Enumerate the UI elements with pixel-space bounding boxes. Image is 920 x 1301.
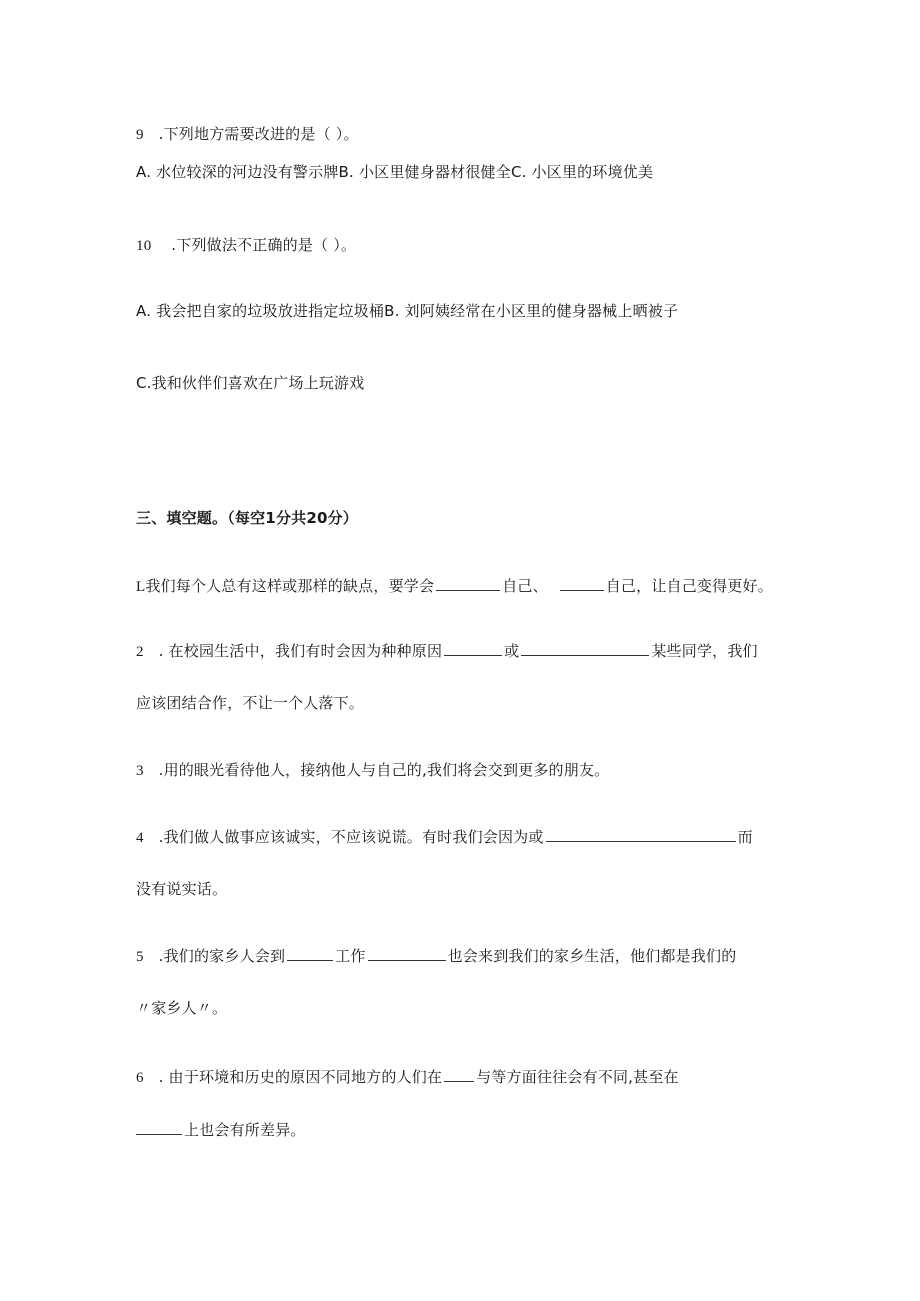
fill-question-3 bbox=[136, 760, 609, 781]
question-text: .下列做法不正确的是（ ）。 bbox=[171, 236, 357, 254]
question-text: . 由于环境和历史的原因不同地方的人们在 bbox=[158, 1068, 443, 1086]
question-text: .用的眼光看待他人，接纳他人与自己的,我们将会交到更多的朋友。 bbox=[158, 761, 610, 779]
question-text: 自己，让自己变得更好。 bbox=[605, 577, 773, 595]
question-text: . 在校园生活中，我们有时会因为种种原因 bbox=[158, 642, 443, 660]
options-text: A. 我会把自家的垃圾放进指定垃圾桶B. 刘阿姨经常在小区里的健身器械上晒被子 bbox=[136, 302, 679, 320]
answer-blank[interactable] bbox=[560, 576, 604, 591]
fill-question-4 bbox=[136, 827, 753, 848]
question-text: 没有说实话。 bbox=[136, 880, 228, 898]
fill-question-5-continued bbox=[136, 998, 227, 1018]
answer-blank[interactable] bbox=[287, 946, 333, 961]
answer-blank[interactable] bbox=[136, 1120, 182, 1135]
question-text: 而 bbox=[737, 828, 753, 846]
answer-blank[interactable] bbox=[436, 576, 500, 591]
options-text: A. 水位较深的河边没有警示牌B. 小区里健身器材很健全C. 小区里的环境优美 bbox=[136, 163, 654, 181]
question-number: 10 bbox=[136, 238, 152, 254]
fill-question-6 bbox=[136, 1067, 679, 1088]
question-text: 或 bbox=[504, 642, 520, 660]
fill-question-5 bbox=[136, 946, 736, 967]
question-number: 6 bbox=[136, 1070, 144, 1086]
question-10-options-ab bbox=[136, 301, 678, 321]
question-text: 应该团结合作，不让一个人落下。 bbox=[136, 694, 365, 712]
question-10-stem bbox=[136, 235, 356, 256]
fill-question-2 bbox=[136, 641, 758, 662]
question-text: 自己、 bbox=[502, 577, 548, 595]
answer-blank[interactable] bbox=[444, 1067, 474, 1082]
question-number: L bbox=[136, 579, 146, 595]
question-10-option-c bbox=[136, 373, 364, 393]
question-text: 〃家乡人〃。 bbox=[136, 999, 228, 1017]
question-number: 5 bbox=[136, 949, 144, 965]
options-text: C.我和伙伴们喜欢在广场上玩游戏 bbox=[136, 374, 365, 392]
question-text: 与等方面往往会有不同,甚至在 bbox=[476, 1068, 679, 1086]
fill-question-6-continued bbox=[136, 1120, 306, 1140]
fill-question-2-continued bbox=[136, 693, 364, 713]
question-text: .下列地方需要改进的是（ ）。 bbox=[158, 125, 359, 143]
question-text: .我们做人做事应该诚实，不应该说谎。有时我们会因为或 bbox=[158, 828, 544, 846]
question-number: 9 bbox=[136, 127, 144, 143]
fill-question-1 bbox=[136, 576, 773, 597]
question-number: 3 bbox=[136, 763, 144, 779]
question-number: 4 bbox=[136, 830, 144, 846]
section-heading: 三、填空题。（每空1分共20分） bbox=[136, 509, 359, 527]
answer-blank[interactable] bbox=[368, 946, 446, 961]
fill-question-4-continued bbox=[136, 879, 227, 899]
question-text: 工作 bbox=[335, 947, 366, 965]
answer-blank[interactable] bbox=[444, 641, 502, 656]
answer-blank[interactable] bbox=[521, 641, 649, 656]
question-9-stem bbox=[136, 124, 359, 145]
question-number: 2 bbox=[136, 644, 144, 660]
question-text: 也会来到我们的家乡生活，他们都是我们的 bbox=[447, 947, 737, 965]
question-text: 我们每个人总有这样或那样的缺点，要学会 bbox=[145, 577, 435, 595]
answer-blank[interactable] bbox=[546, 827, 736, 842]
question-text: 某些同学，我们 bbox=[651, 642, 758, 660]
question-text: .我们的家乡人会到 bbox=[158, 947, 286, 965]
question-9-options bbox=[136, 162, 653, 182]
question-text: 上也会有所差异。 bbox=[184, 1121, 306, 1139]
